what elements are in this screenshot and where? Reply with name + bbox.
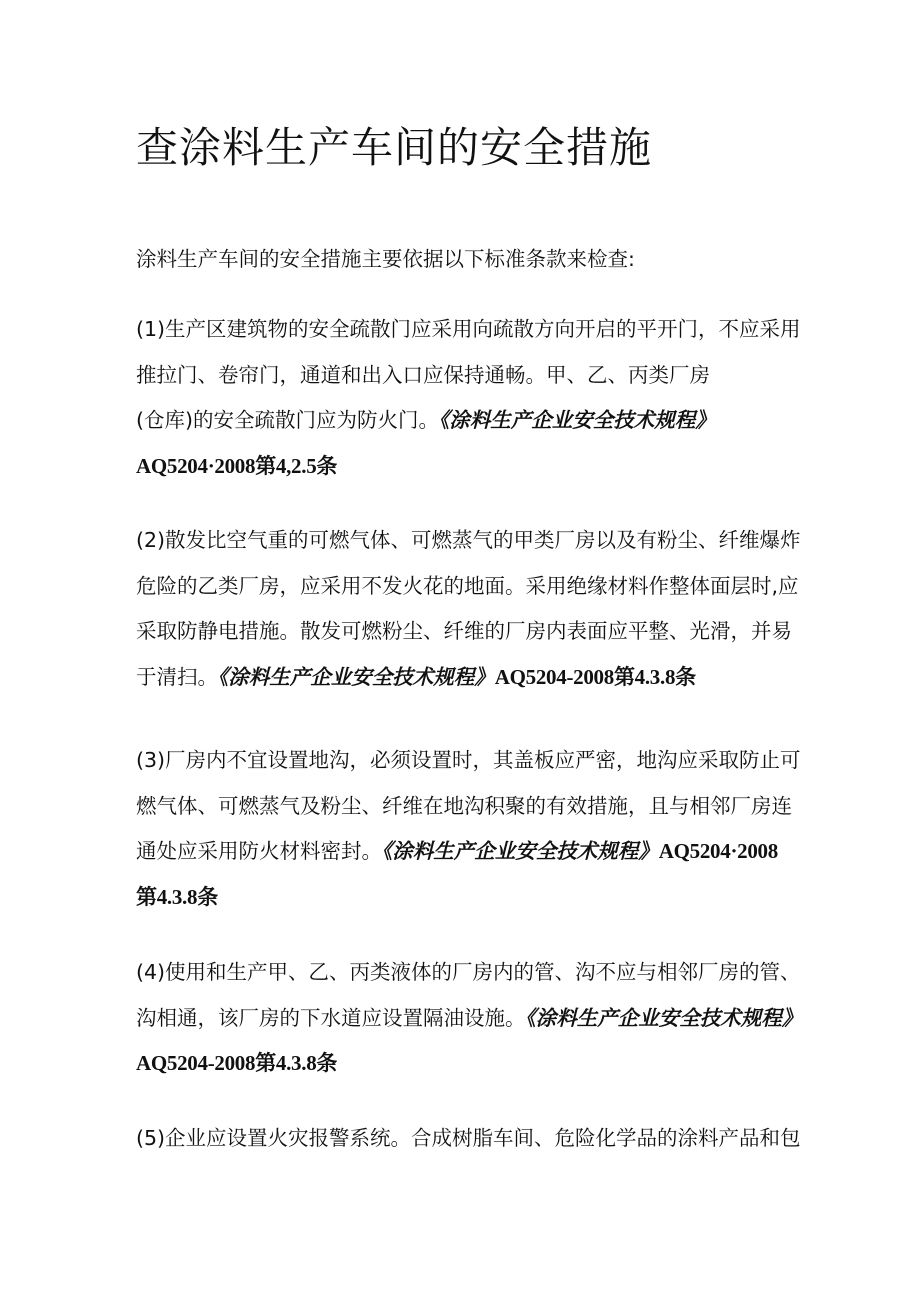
standard-code: 第4.3.8条 <box>136 884 218 909</box>
standard-title: 《涂料生产企业安全技术规程》 <box>439 408 716 432</box>
standard-code: AQ5204-2008第4.3.8条 <box>136 1051 338 1075</box>
standard-title: 《涂料生产企业安全技术规程》 <box>218 664 495 689</box>
clause-text: (5)企业应设置火灾报警系统。合成树脂车间、危险化学品的涂料产品和包 <box>136 1126 801 1150</box>
standard-code: AQ5204-2008第4.3.8条 <box>494 664 696 689</box>
clause-line <box>136 307 806 353</box>
document-title: 查涂料生产车间的安全措施 <box>136 123 653 172</box>
clause-line <box>136 655 806 701</box>
clause-line <box>136 996 806 1042</box>
clause-line <box>136 564 806 610</box>
clause-line <box>136 398 806 444</box>
standard-title: 《涂料生产企业安全技术规程》 <box>525 1005 803 1030</box>
clause-line <box>136 784 806 830</box>
clause-text: (4)使用和生产甲、乙、丙类液体的厂房内的管、沟不应与相邻厂房的管、 <box>136 960 801 984</box>
clause-text: (2)散发比空气重的可燃气体、可燃蒸气的甲类厂房以及有粉尘、纤维爆炸 <box>136 528 801 552</box>
clause-line <box>136 875 806 921</box>
clause-text: 通处应采用防火材料密封。 <box>136 839 382 863</box>
clause-line <box>136 950 806 996</box>
clause-4 <box>136 950 806 1087</box>
clause-line <box>136 609 806 655</box>
clause-line <box>136 353 806 399</box>
standard-title: 《涂料生产企业安全技术规程》 <box>382 839 659 863</box>
clause-text: 采取防静电措施。散发可燃粉尘、纤维的厂房内表面应平整、光滑，并易 <box>136 619 792 643</box>
clause-1 <box>136 307 806 489</box>
clause-text: (仓库)的安全疏散门应为防火门。 <box>136 408 439 432</box>
clause-text: (1)生产区建筑物的安全疏散门应采用向疏散方向开启的平开门，不应采用 <box>136 317 801 341</box>
clause-2 <box>136 518 806 700</box>
clause-text: 燃气体、可燃蒸气及粉尘、纤维在地沟积聚的有效措施，且与相邻厂房连 <box>136 793 792 818</box>
clause-text: 危险的乙类厂房，应采用不发火花的地面。采用绝缘材料作整体面层时,应 <box>136 573 799 598</box>
clause-line <box>136 1116 806 1162</box>
clause-text: 于清扫。 <box>136 664 218 689</box>
clause-line <box>136 444 806 490</box>
standard-code: AQ5204·2008第4,2.5条 <box>136 453 338 478</box>
clause-3 <box>136 738 806 920</box>
clause-text: 推拉门、卷帘门，通道和出入口应保持通畅。甲、乙、丙类厂房 <box>136 362 710 387</box>
clause-line <box>136 518 806 564</box>
clause-line <box>136 1041 806 1087</box>
clause-line <box>136 738 806 784</box>
standard-code: AQ5204·2008 <box>658 839 778 863</box>
intro-paragraph: 涂料生产车间的安全措施主要依据以下标准条款来检查: <box>136 247 635 271</box>
clause-text: (3)厂房内不宜设置地沟，必须设置时，其盖板应严密，地沟应采取防止可 <box>136 748 801 772</box>
clause-line <box>136 829 806 875</box>
clause-text: 沟相通，该厂房的下水道应设置隔油设施。 <box>136 1005 526 1030</box>
clause-5 <box>136 1116 806 1162</box>
